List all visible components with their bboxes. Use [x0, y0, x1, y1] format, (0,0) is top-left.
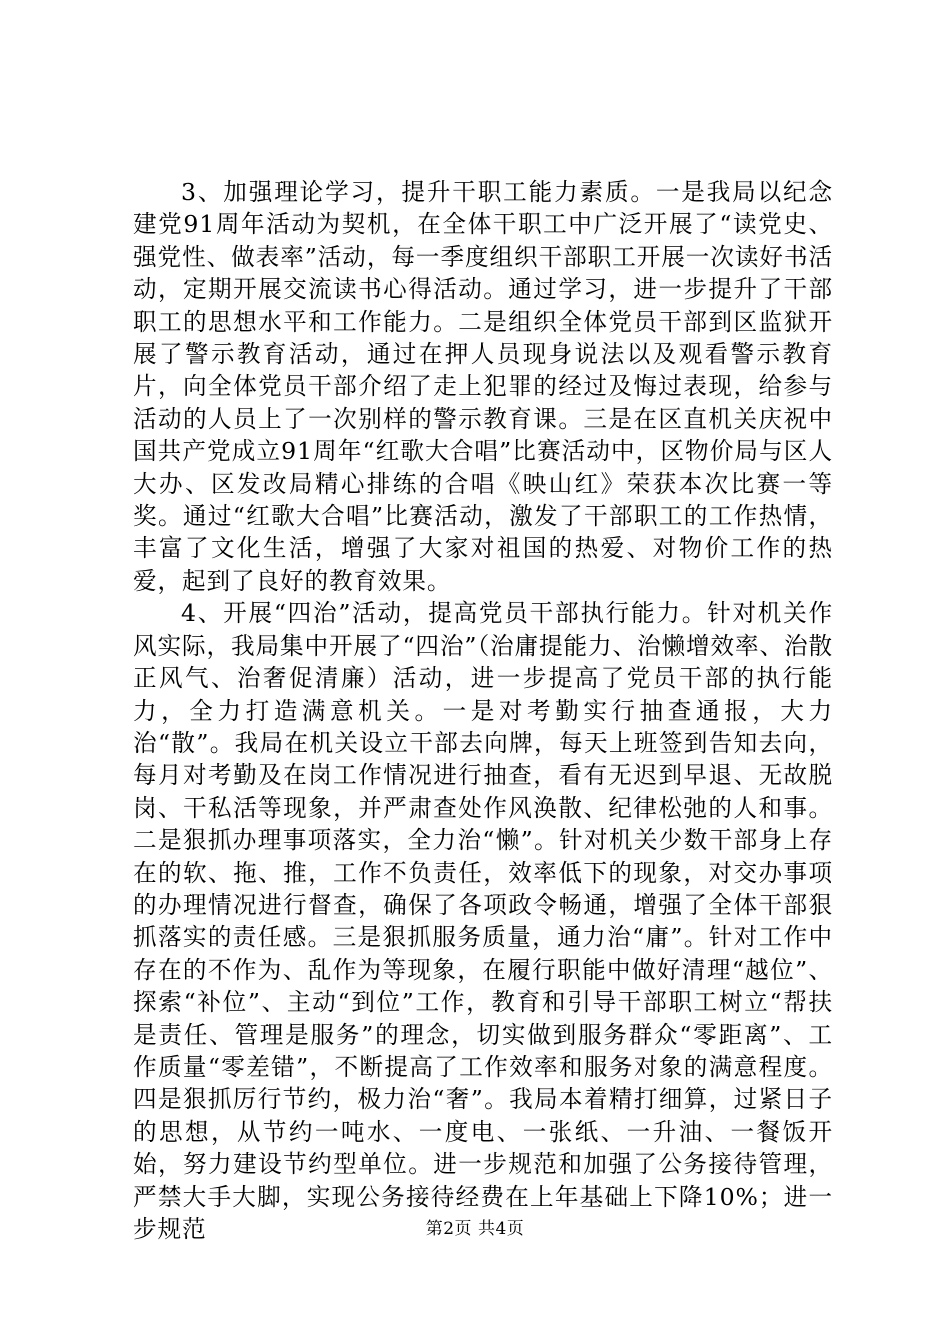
- paragraph-theory-study: 3、加强理论学习，提升干职工能力素质。一是我局以纪念建党91周年活动为契机，在全体干职工中广泛开展了“读党史、强党性、做表率”活动，每一季度组织干部职工开展一次读好书活动，定期开展交流读书心得活动。通过学习，进一步提升了干部职工的思想水平和工作能力。二是组织全体党员干部到区监狱开展了警示教育活动，通过在押人员现身说法以及观看警示教育片，向全体党员干部介绍了走上犯罪的经过及悔过表现，给参与活动的人员上了一次别样的警示教育课。三是在区直机关庆祝中国共产党成立91周年“红歌大合唱”比赛活动中，区物价局与区人大办、区发改局精心排练的合唱《映山红》荣获本次比赛一等奖。通过“红歌大合唱”比赛活动，激发了干部职工的工作热情，丰富了文化生活，增强了大家对祖国的热爱、对物价工作的热爱，起到了良好的教育效果。: [133, 178, 833, 595]
- page-footer: 第2页 共4页: [425, 1219, 525, 1239]
- document-body: [133, 176, 833, 1245]
- paragraph-four-governance: 4、开展“四治”活动，提高党员干部执行能力。针对机关作风实际，我局集中开展了“四治”（治庸提能力、治懒增效率、治散正风气、治奢促清廉）活动，进一步提高了党员干部的执行能力，全力打造满意机关。一是对考勤实行抽查通报，大力治“散”。我局在机关设立干部去向牌，每天上班签到告知去向，每月对考勤及在岗工作情况进行抽查，看有无迟到早退、无故脱岗、干私活等现象，并严肃查处作风涣散、纪律松弛的人和事。二是狠抓办理事项落实，全力治“懒”。针对机关少数干部身上存在的软、拖、推，工作不负责任，效率低下的现象，对交办事项的办理情况进行督查，确保了各项政令畅通，增强了全体干部狠抓落实的责任感。三是狠抓服务质量，通力治“庸”。针对工作中存在的不作为、乱作为等现象，在履行职能中做好清理“越位”、探索“补位”、主动“到位”工作，教育和引导干部职工树立“帮扶是责任、管理是服务”的理念，切实做到服务群众“零距离”、工作质量“零差错”，不断提高了工作效率和服务对象的满意程度。四是狠抓厉行节约，极力治“奢”。我局本着精打细算，过紧日子的思想，从节约一吨水、一度电、一张纸、一升油、一餐饭开始，努力建设节约型单位。进一步规范和加强了公务接待管理，严禁大手大脚，实现公务接待经费在上年基础上下降10%；进一步规范: [133, 599, 833, 1243]
